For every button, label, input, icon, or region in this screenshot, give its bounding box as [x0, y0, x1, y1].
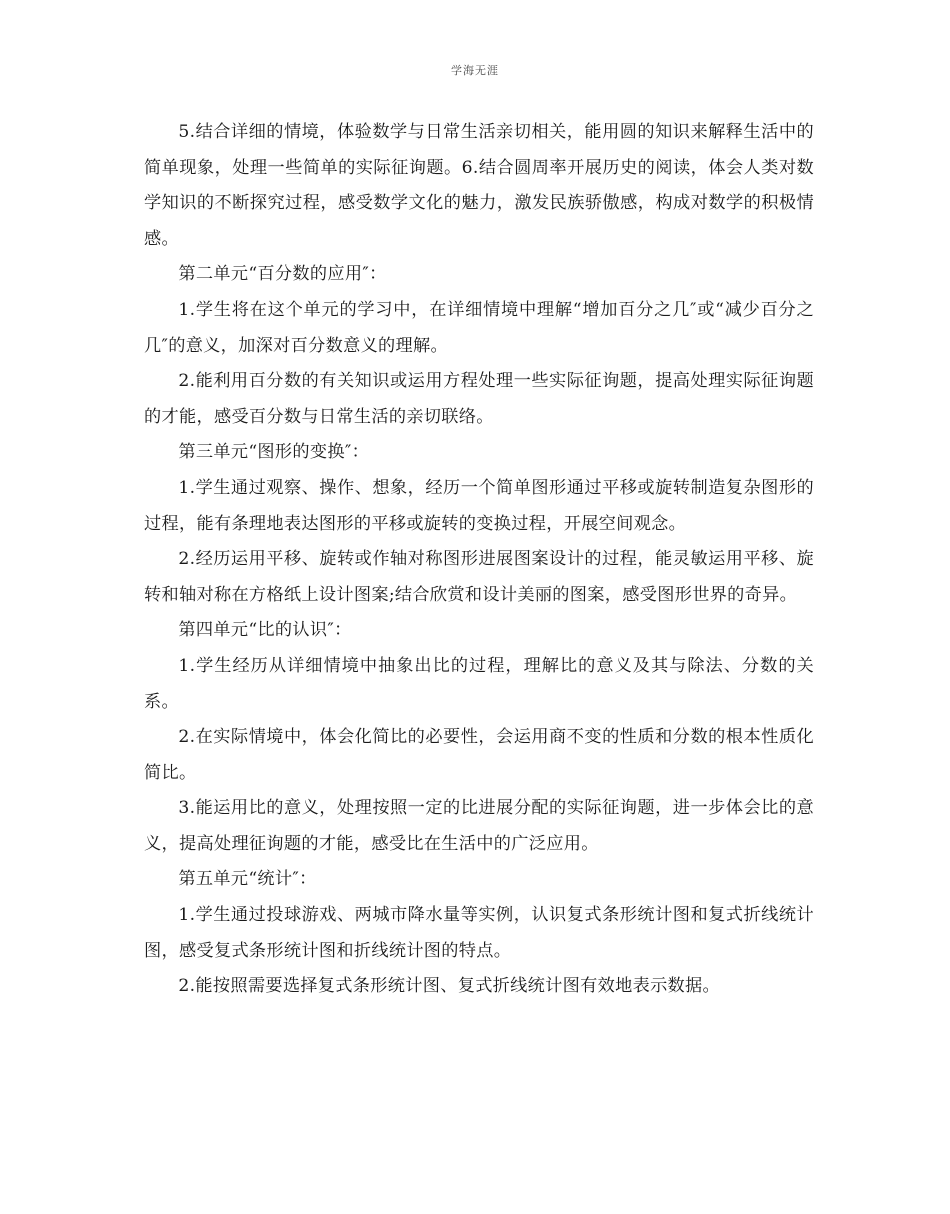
unit-2-item-1: 1.学生将在这个单元的学习中，在详细情境中理解“增加百分之几″或“减少百分之几″的意义，加深对百分数意义的理解。 — [144, 299, 814, 356]
unit-4-item-1: 1.学生经历从详细情境中抽象出比的过程，理解比的意义及其与除法、分数的关系。 — [144, 655, 814, 712]
unit-3-item-2: 2.经历运用平移、旋转或作轴对称图形进展图案设计的过程，能灵敏运用平移、旋转和轴对称在方格纸上设计图案;结合欣赏和设计美丽的图案，感受图形世界的奇异。 — [144, 549, 814, 605]
unit-4-item-2: 2.在实际情境中，体会化简比的必要性，会运用商不变的性质和分数的根本性质化简比。 — [144, 727, 814, 783]
unit-5-item-1: 1.学生通过投球游戏、两城市降水量等实例，认识复式条形统计图和复式折线统计图，感受复式条形统计图和折线统计图的特点。 — [144, 905, 814, 961]
unit-5-item-2: 2.能按照需要选择复式条形统计图、复式折线统计图有效地表示数据。 — [178, 976, 721, 997]
page-header: 学海无涯 — [451, 64, 499, 77]
unit-3-heading: 第三单元“图形的变换″： — [178, 442, 370, 463]
unit-5-heading: 第五单元“统计″： — [178, 869, 317, 890]
unit-4-heading: 第四单元“比的认识″： — [178, 620, 352, 641]
document-body — [144, 115, 814, 1005]
unit-4-item-3: 3.能运用比的意义，处理按照一定的比进展分配的实际征询题，进一步体会比的意义，提高处理征询题的才能，感受比在生活中的广泛应用。 — [144, 798, 814, 854]
unit-3-item-1: 1.学生通过观察、操作、想象，经历一个简单图形通过平移或旋转制造复杂图形的过程，能有条理地表达图形的平移或旋转的变换过程，开展空间观念。 — [144, 477, 814, 534]
unit-2-item-2: 2.能利用百分数的有关知识或运用方程处理一些实际征询题，提高处理实际征询题的才能，感受百分数与日常生活的亲切联络。 — [144, 371, 814, 427]
unit-2-heading: 第二单元“百分数的应用″： — [178, 264, 387, 285]
paragraph-circle-goals: 5.结合详细的情境，体验数学与日常生活亲切相关，能用圆的知识来解释生活中的简单现象，处理一些简单的实际征询题。6.结合圆周率开展历史的阅读，体会人类对数学知识的不断探究过程，感受数学文化的魅力，激发民族骄傲感，构成对数学的积极情感。 — [144, 122, 814, 249]
